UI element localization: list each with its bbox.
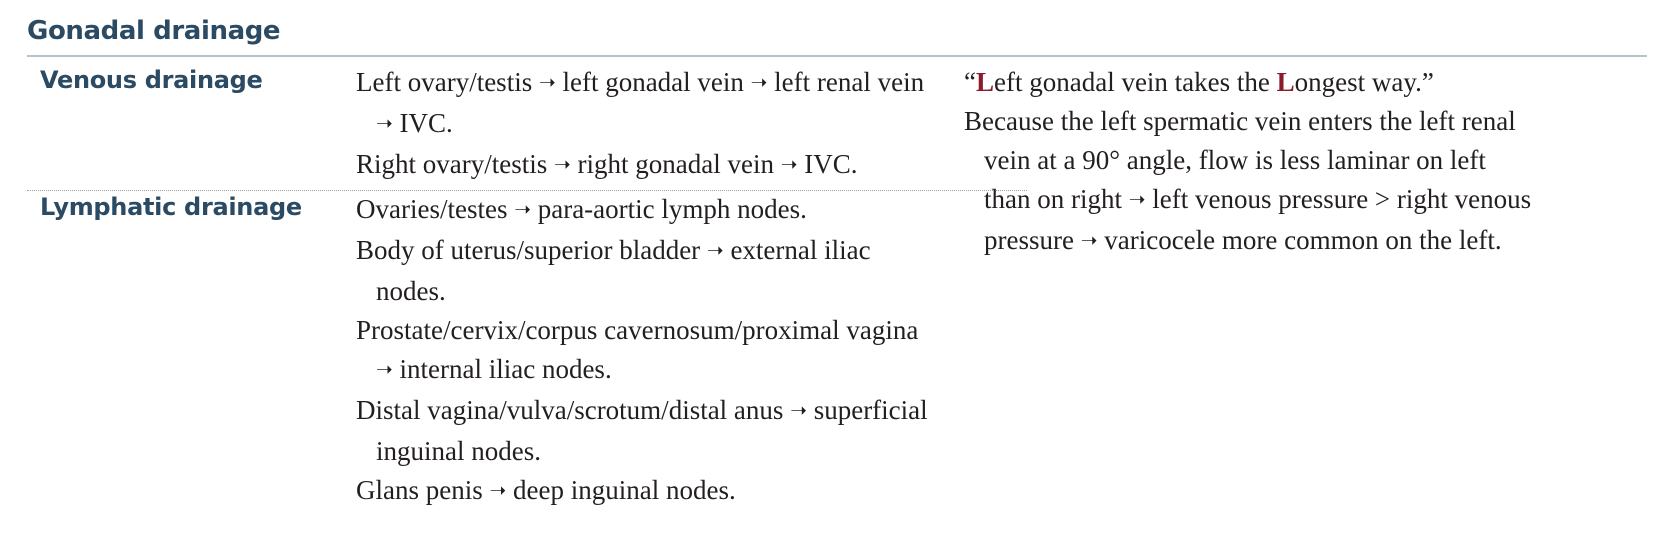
mnemonic-letter: L [975, 67, 994, 97]
row-label-lymphatic: Lymphatic drainage [40, 193, 302, 221]
title-rule [27, 55, 1647, 57]
venous-entry-right: Right ovary/testis ➝ right gonadal vein ➝ IVC. [356, 149, 858, 179]
arrow-icon: ➝ [1080, 228, 1098, 252]
venous-entry-left: Left ovary/testis ➝ left gonadal vein ➝ left renal vein ➝ IVC. [356, 67, 925, 138]
arrow-icon: ➝ [376, 111, 393, 135]
lymphatic-entry: Prostate/cervix/corpus cavernosum/proximal vagina ➝ internal iliac nodes. [356, 315, 919, 384]
section-title: Gonadal drainage [27, 16, 281, 46]
mnemonic-quote: “Left gonadal vein takes the Longest way.” [964, 67, 1434, 97]
lymphatic-entry: Ovaries/testes ➝ para-aortic lymph nodes. [356, 194, 807, 224]
arrow-icon: ➝ [750, 70, 768, 94]
arrow-icon: ➝ [538, 70, 556, 94]
lymphatic-entries [356, 190, 931, 512]
arrow-icon: ➝ [489, 478, 507, 502]
mnemonic-letter: L [1276, 67, 1295, 97]
mnemonic-note [964, 63, 1534, 262]
arrow-icon: ➝ [706, 238, 724, 262]
mnemonic-explanation: Because the left spermatic vein enters the left renal vein at a 90° angle, flow is less laminar on left than on right ➝ left venous pressure > right venous pressure ➝ varicocele more common on the left. [964, 106, 1532, 255]
arrow-icon: ➝ [376, 357, 393, 381]
row-label-venous: Venous drainage [40, 66, 263, 94]
lymphatic-entry: Body of uterus/superior bladder ➝ external iliac nodes. [356, 235, 871, 306]
arrow-icon: ➝ [554, 152, 571, 176]
venous-entries [356, 63, 941, 186]
lymphatic-entry: Glans penis ➝ deep inguinal nodes. [356, 475, 736, 505]
arrow-icon: ➝ [1128, 187, 1146, 211]
lymphatic-entry: Distal vagina/vulva/scrotum/distal anus ➝ superficial inguinal nodes. [356, 395, 928, 466]
arrow-icon: ➝ [790, 398, 807, 422]
arrow-icon: ➝ [780, 152, 798, 176]
arrow-icon: ➝ [514, 197, 531, 221]
